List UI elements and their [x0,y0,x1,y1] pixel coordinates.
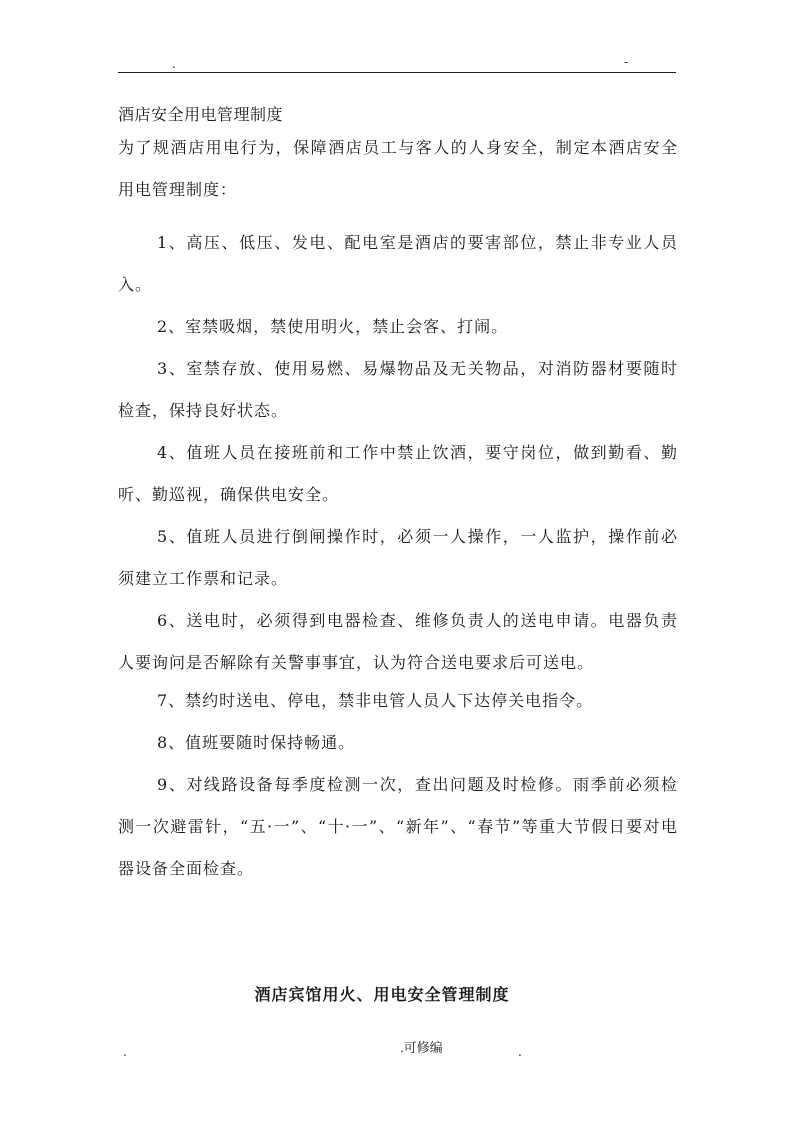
rule-item-4: 4、值班人员在接班前和工作中禁止饮酒，要守岗位，做到勤看、勤听、勤巡视，确保供电安全。 [118,443,678,504]
footer-editable-note: .可修编 [400,1040,443,1055]
rule-item-1: 1、高压、低压、发电、配电室是酒店的要害部位，禁止非专业人员入。 [118,233,678,294]
header-right-mark: - [624,55,629,69]
rule-item-7: 7、禁约时送电、停电，禁非电管人员人下达停关电指令。 [157,691,594,710]
intro-paragraph: 为了规酒店用电行为，保障酒店员工与客人的人身安全，制定本酒店安全用电管理制度： [118,138,678,199]
rule-item-8: 8、值班要随时保持畅通。 [157,733,356,752]
section-title: 酒店宾馆用火、用电安全管理制度 [254,985,510,1004]
rule-item-6: 6、送电时，必须得到电器检查、维修负责人的送电申请。电器负责人要询问是否解除有关警事事宜，认为符合送电要求后可送电。 [118,611,678,672]
document-title: 酒店安全用电管理制度 [118,105,284,124]
header-rule [118,72,676,73]
rule-item-2: 2、室禁吸烟，禁使用明火，禁止会客、打闹。 [157,317,509,336]
rule-item-5: 5、值班人员进行倒闸操作时，必须一人操作，一人监护，操作前必须建立工作票和记录。 [118,527,678,588]
footer-left-mark: . [123,1045,127,1059]
rule-item-3: 3、室禁存放、使用易燃、易爆物品及无关物品，对消防器材要随时检查，保持良好状态。 [118,359,678,420]
footer-right-mark: . [518,1045,522,1059]
rule-item-9: 9、对线路设备每季度检测一次，查出问题及时检修。雨季前必须检测一次避雷针，“五·一”、“十·一”、“新年”、“春节”等重大节假日要对电器设备全面检查。 [118,775,678,878]
header-left-mark: . [172,57,176,71]
